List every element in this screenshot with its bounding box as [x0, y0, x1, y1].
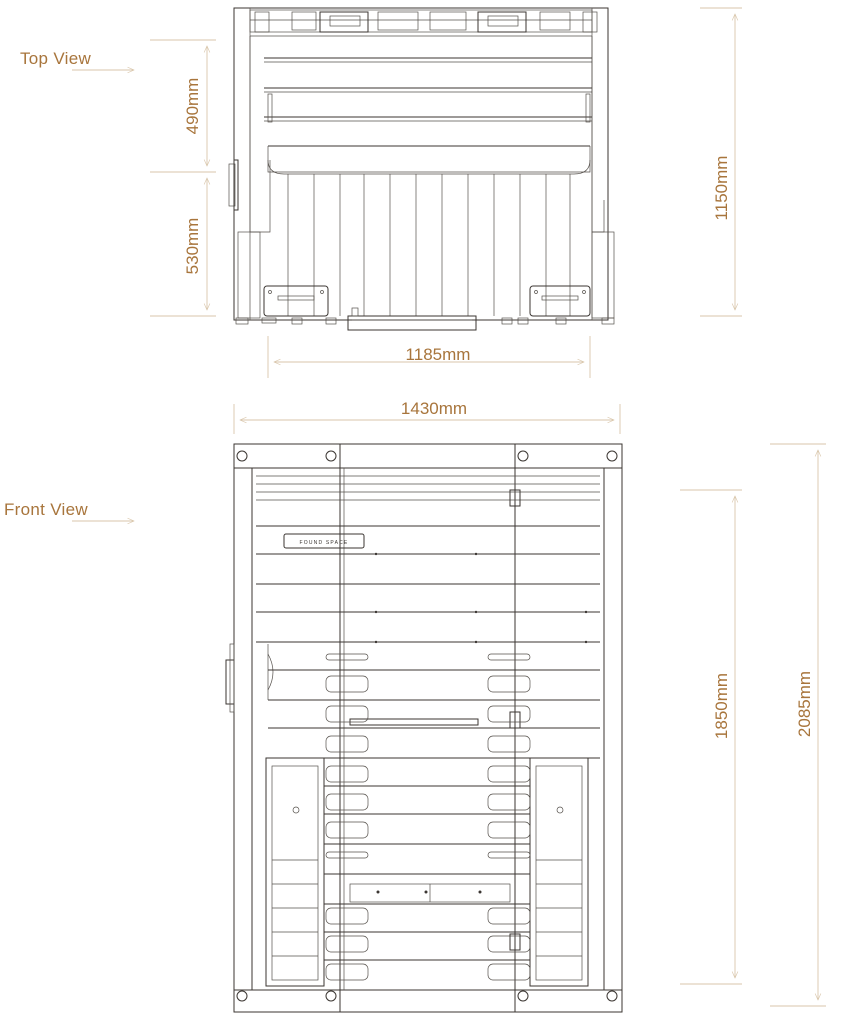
dimension-1430mm: [234, 399, 620, 434]
front-view-drawing: [226, 444, 622, 1012]
dimension-1185mm: [268, 336, 590, 378]
dimension-label-1850mm: 1850mm: [712, 672, 731, 740]
dimension-label-530mm: 530mm: [183, 217, 202, 275]
logo-text: FOUND SPACE: [299, 540, 349, 546]
dimension-2085mm: [770, 444, 826, 1006]
dimension-label-1150mm: 1150mm: [712, 155, 731, 221]
dimension-1150mm: [700, 8, 742, 316]
front-view-label: Front View: [4, 500, 88, 519]
dimension-490mm: [150, 40, 216, 172]
dimension-label-1430mm: 1430mm: [400, 399, 468, 418]
top-view-label: Top View: [20, 49, 92, 68]
dimension-label-2085mm: 2085mm: [795, 670, 814, 738]
dimension-1850mm: [680, 490, 742, 984]
dimension-530mm: [150, 178, 216, 316]
top-view-drawing: [229, 8, 614, 330]
dimension-label-490mm: 490mm: [183, 77, 202, 135]
dimension-label-1185mm: 1185mm: [405, 345, 471, 364]
